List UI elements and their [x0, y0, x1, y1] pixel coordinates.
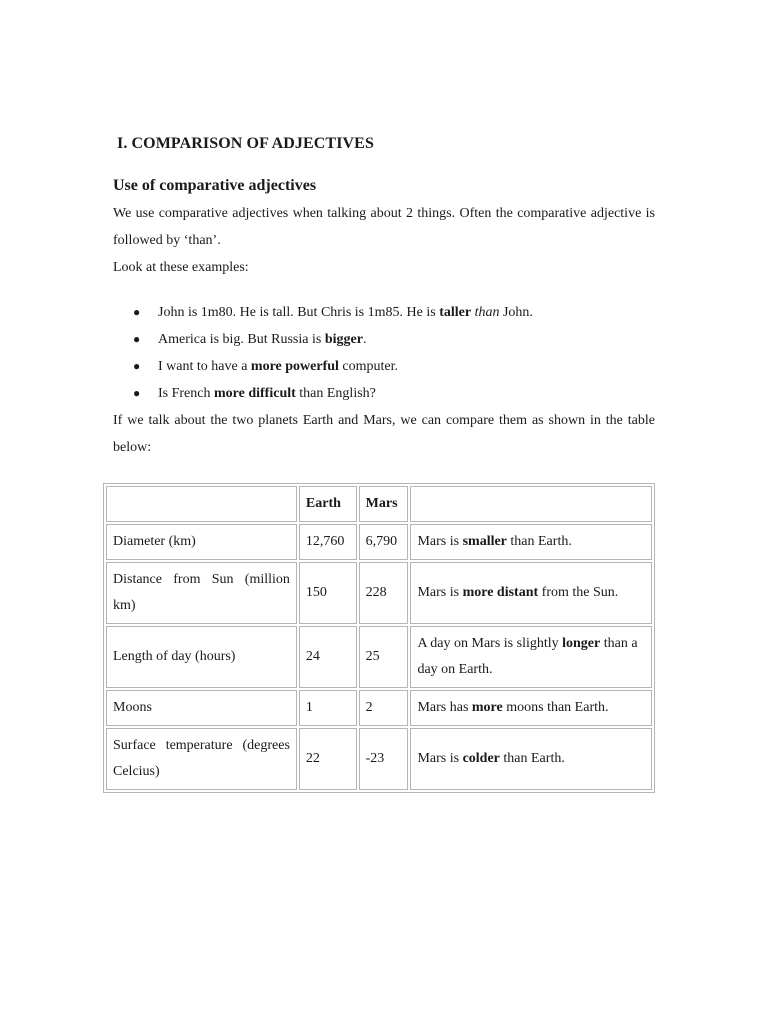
examples-intro: Look at these examples: — [113, 260, 249, 275]
cell-property: Moons — [106, 690, 297, 726]
table-row — [106, 626, 652, 688]
example-text: than English? — [295, 386, 376, 401]
comparison-text: from the Sun. — [538, 585, 619, 600]
table-row — [106, 562, 652, 624]
cell-mars: 2 — [359, 690, 409, 726]
cell-property: Diameter (km) — [106, 524, 297, 560]
cell-mars: 228 — [359, 562, 409, 624]
example-text: Is French — [158, 386, 214, 401]
bullet-icon: ● — [133, 386, 141, 400]
cell-mars: -23 — [359, 728, 409, 790]
table-header-row — [106, 486, 652, 522]
examples-list — [113, 299, 655, 407]
header-mars: Mars — [359, 486, 409, 522]
list-item — [113, 299, 655, 326]
table-intro: If we talk about the two planets Earth and Mars, we can compare them as shown in the table below: — [113, 413, 655, 455]
comparison-bold: more — [471, 700, 503, 715]
cell-property: Surface temperature (degrees Celcius) — [106, 728, 297, 790]
header-property — [106, 486, 297, 522]
comparison-text: than Earth. — [499, 751, 565, 766]
example-italic: than — [474, 305, 500, 320]
header-earth: Earth — [299, 486, 357, 522]
intro-paragraph: We use comparative adjectives when talking about 2 things. Often the comparative adjective is followed by ‘than’. — [113, 206, 655, 248]
comparison-text: Mars is — [417, 534, 463, 549]
table-row — [106, 728, 652, 790]
example-bold: bigger — [324, 332, 363, 347]
cell-comparison — [410, 562, 652, 624]
cell-comparison — [410, 728, 652, 790]
comparison-text: Mars is — [417, 751, 463, 766]
table-row — [106, 524, 652, 560]
cell-earth: 24 — [299, 626, 357, 688]
list-item — [113, 380, 655, 407]
cell-mars: 6,790 — [359, 524, 409, 560]
cell-earth: 12,760 — [299, 524, 357, 560]
comparison-text: moons than Earth. — [502, 700, 609, 715]
comparison-text: than Earth. — [506, 534, 572, 549]
cell-property: Length of day (hours) — [106, 626, 297, 688]
bullet-icon: ● — [133, 305, 141, 319]
list-item — [113, 353, 655, 380]
example-text: I want to have a — [158, 359, 251, 374]
cell-comparison — [410, 626, 652, 688]
cell-earth: 1 — [299, 690, 357, 726]
example-text: John. — [499, 305, 533, 320]
example-bold: more difficult — [214, 386, 296, 401]
example-text: computer. — [338, 359, 399, 374]
example-text: . — [362, 332, 367, 347]
cell-earth: 150 — [299, 562, 357, 624]
document-page — [113, 130, 655, 793]
cell-comparison — [410, 524, 652, 560]
subheading: Use of comparative adjectives — [113, 177, 317, 194]
example-text: John is 1m80. He is tall. But Chris is 1m85. He is — [158, 305, 440, 320]
comparison-bold: smaller — [462, 534, 507, 549]
example-text: America is big. But Russia is — [158, 332, 325, 347]
bullet-icon: ● — [133, 332, 141, 346]
comparison-bold: longer — [562, 636, 601, 651]
comparison-bold: more distant — [462, 585, 539, 600]
comparison-text: Mars is — [417, 585, 463, 600]
section-title: I. COMPARISON OF ADJECTIVES — [117, 135, 374, 152]
bullet-icon: ● — [133, 359, 141, 373]
example-bold: taller — [439, 305, 472, 320]
cell-mars: 25 — [359, 626, 409, 688]
comparison-text: than a day on Earth. — [417, 636, 638, 677]
list-item — [113, 326, 655, 353]
comparison-bold: colder — [462, 751, 500, 766]
cell-property: Distance from Sun (million km) — [106, 562, 297, 624]
planet-comparison-table — [103, 483, 655, 793]
header-comparison — [410, 486, 652, 522]
cell-comparison — [410, 690, 652, 726]
comparison-text: A day on Mars is slightly — [417, 636, 563, 651]
cell-earth: 22 — [299, 728, 357, 790]
example-bold: more powerful — [250, 359, 339, 374]
comparison-text: Mars has — [417, 700, 472, 715]
table-row — [106, 690, 652, 726]
